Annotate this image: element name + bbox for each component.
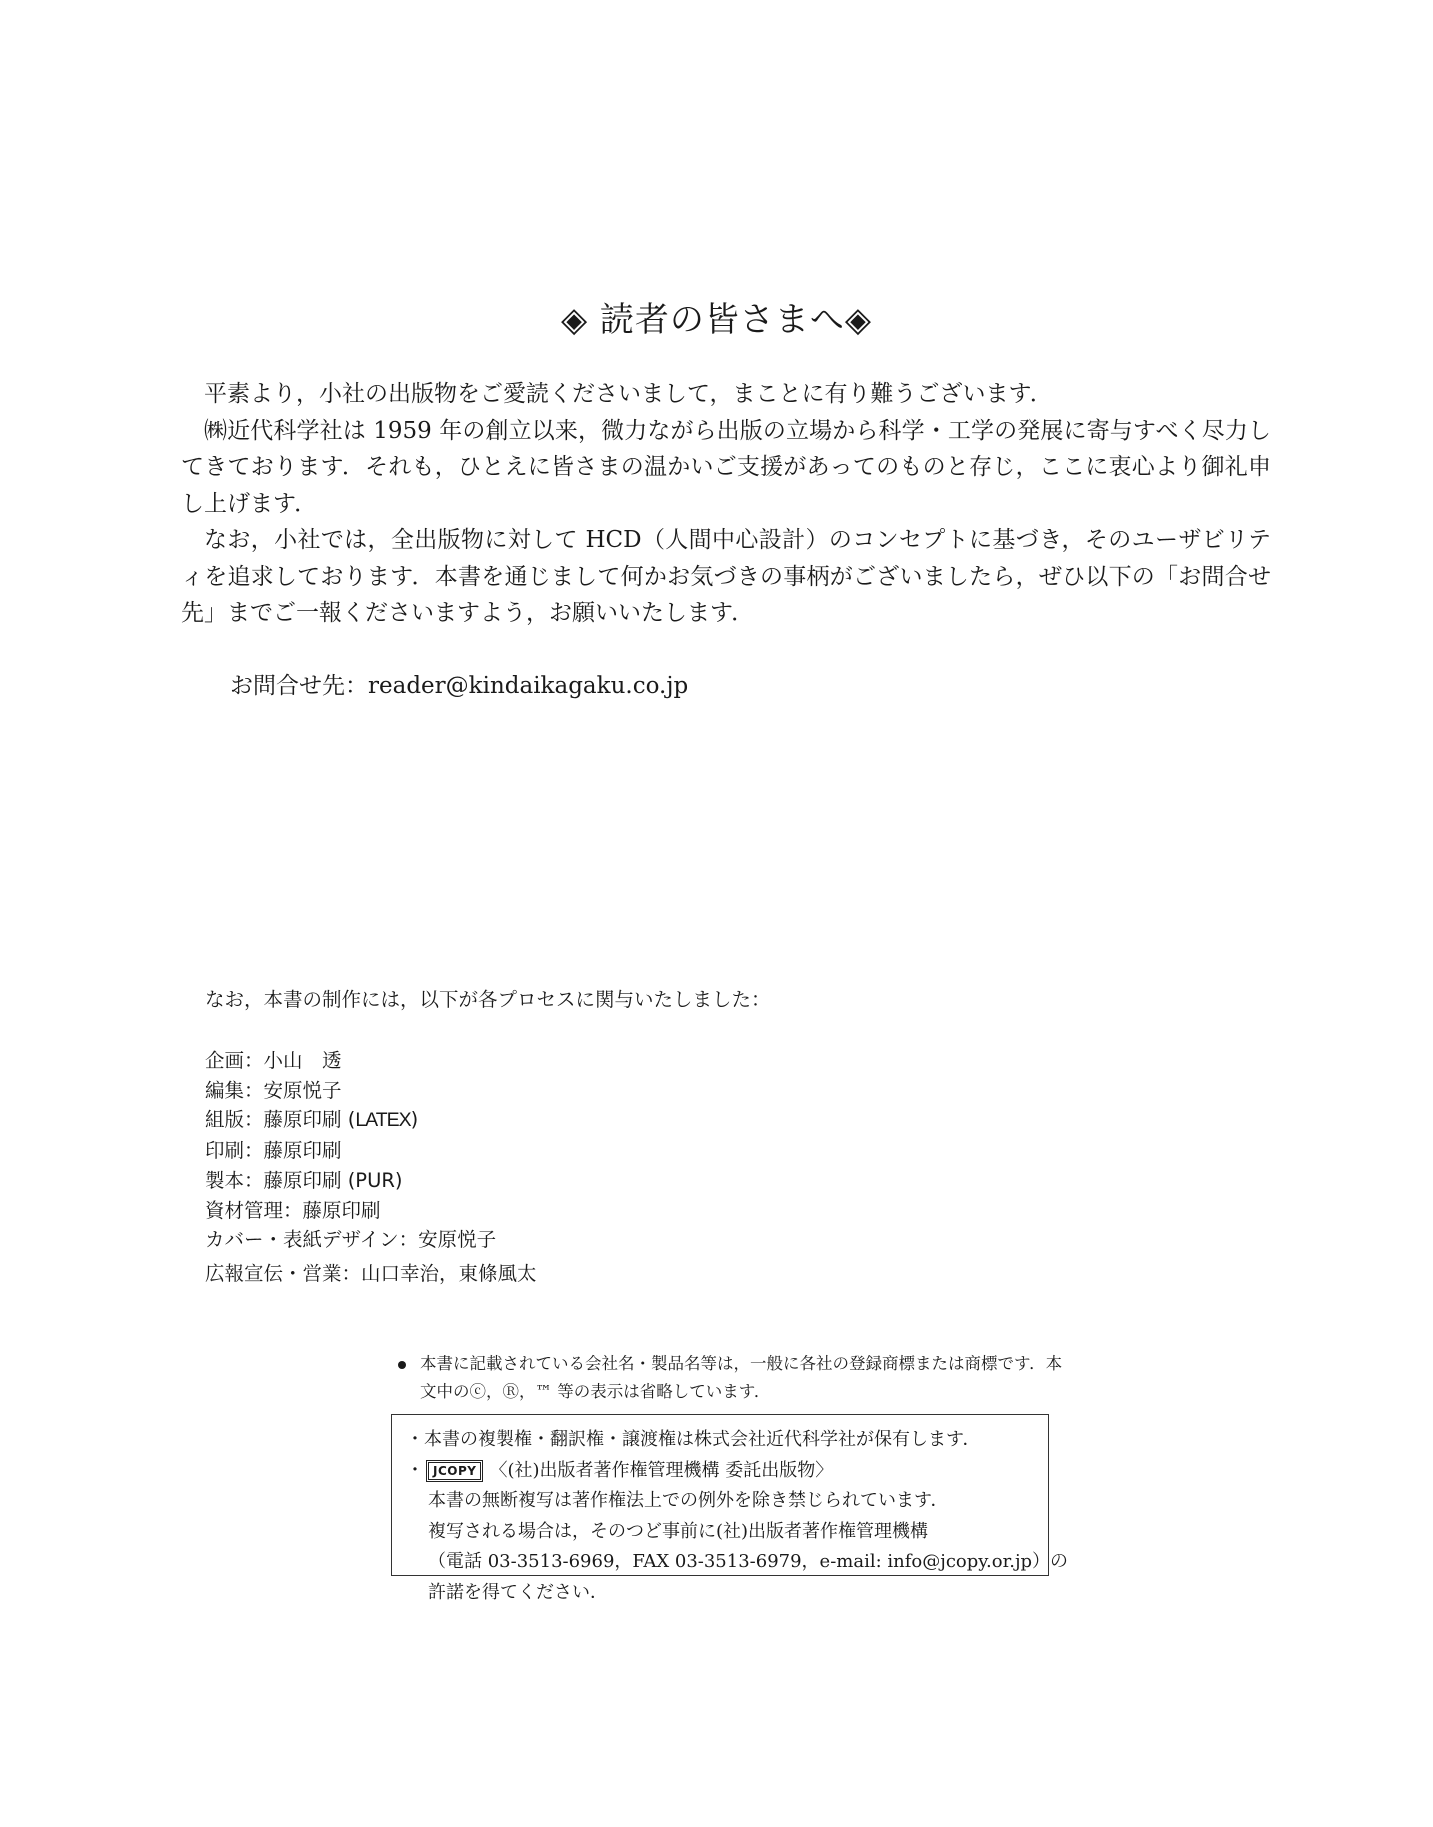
rights-line-prefix: ・ xyxy=(406,1459,424,1481)
bullet-icon xyxy=(398,1361,406,1369)
credits-list xyxy=(205,1046,537,1289)
intro-paragraph: ㈱近代科学社は 1959 年の創立以来，微力ながら出版の立場から科学・工学の発展に寄与すべく尽力してきております．それも，ひとえに皆さまの温かいご支援があってのものと存じ，ここに衷心より御礼申し上げます． xyxy=(181,417,1271,517)
rights-line-jcopy xyxy=(406,1456,1048,1487)
latex-logo: LATEX xyxy=(355,1109,411,1132)
rights-box xyxy=(391,1414,1069,1603)
credit-cover-design: カバー・表紙デザイン：安原悦子 xyxy=(205,1228,497,1252)
contact-line: お問合せ先：reader@kindaikagaku.co.jp xyxy=(230,673,689,699)
credit-typesetting xyxy=(205,1105,537,1136)
intro-paragraph: なお，小社では，全出版物に対して HCD（人間中心設計）のコンセプトに基づき，そのユーザビリティを追求しております．本書を通じまして何かお気づきの事柄がございましたら，ぜひ以下の「お問合せ先」までご一報くださいますよう，お願いいたします． xyxy=(181,527,1271,626)
rights-line: 許諾を得てください． xyxy=(428,1581,608,1603)
page-title: ◈ 読者の皆さまへ◈ xyxy=(560,300,873,340)
intro-text xyxy=(181,376,1271,632)
jcopy-logo xyxy=(426,1460,483,1482)
rights-line: （電話 03-3513-6969，FAX 03-3513-6979，e-mail: info@jcopy.or.jp）の xyxy=(428,1551,1069,1572)
credit-publicity: 広報宣伝・営業：山口幸治，東條風太 xyxy=(205,1261,537,1285)
trademark-notice xyxy=(398,1350,1068,1406)
intro-paragraph: 平素より，小社の出版物をご愛読くださいまして，まことに有り難うございます． xyxy=(204,381,1053,407)
credits-intro: なお，本書の制作には，以下が各プロセスに関与いたしました： xyxy=(205,988,771,1011)
trademark-notice-text: 本書に記載されている会社名・製品名等は，一般に各社の登録商標または商標です．本文中のⓒ，Ⓡ，™ 等の表示は省略しています． xyxy=(420,1354,1063,1401)
credit-planning: 企画：小山 透 xyxy=(205,1049,342,1072)
rights-line: 本書の無断複写は著作権法上での例外を除き禁じられています． xyxy=(428,1490,949,1511)
credit-materials: 資材管理：藤原印刷 xyxy=(205,1198,381,1222)
rights-line: 複写される場合は，そのつど事前に(社)出版者著作権管理機構 xyxy=(428,1520,929,1542)
credit-typesetting-suffix: ) xyxy=(410,1108,419,1132)
credit-typesetting-prefix: 組版：藤原印刷 ( xyxy=(205,1108,356,1132)
credit-editing: 編集：安原悦子 xyxy=(205,1078,342,1102)
credit-binding: 製本：藤原印刷 (PUR) xyxy=(205,1168,403,1192)
rights-line-text: 〈(社)出版者著作権管理機構 委託出版物〉 xyxy=(489,1459,834,1481)
jcopy-logo-text: JCOPY xyxy=(428,1462,481,1480)
credit-printing: 印刷：藤原印刷 xyxy=(205,1139,342,1163)
rights-line: ・本書の複製権・翻訳権・譲渡権は株式会社近代科学社が保有します． xyxy=(406,1429,981,1450)
